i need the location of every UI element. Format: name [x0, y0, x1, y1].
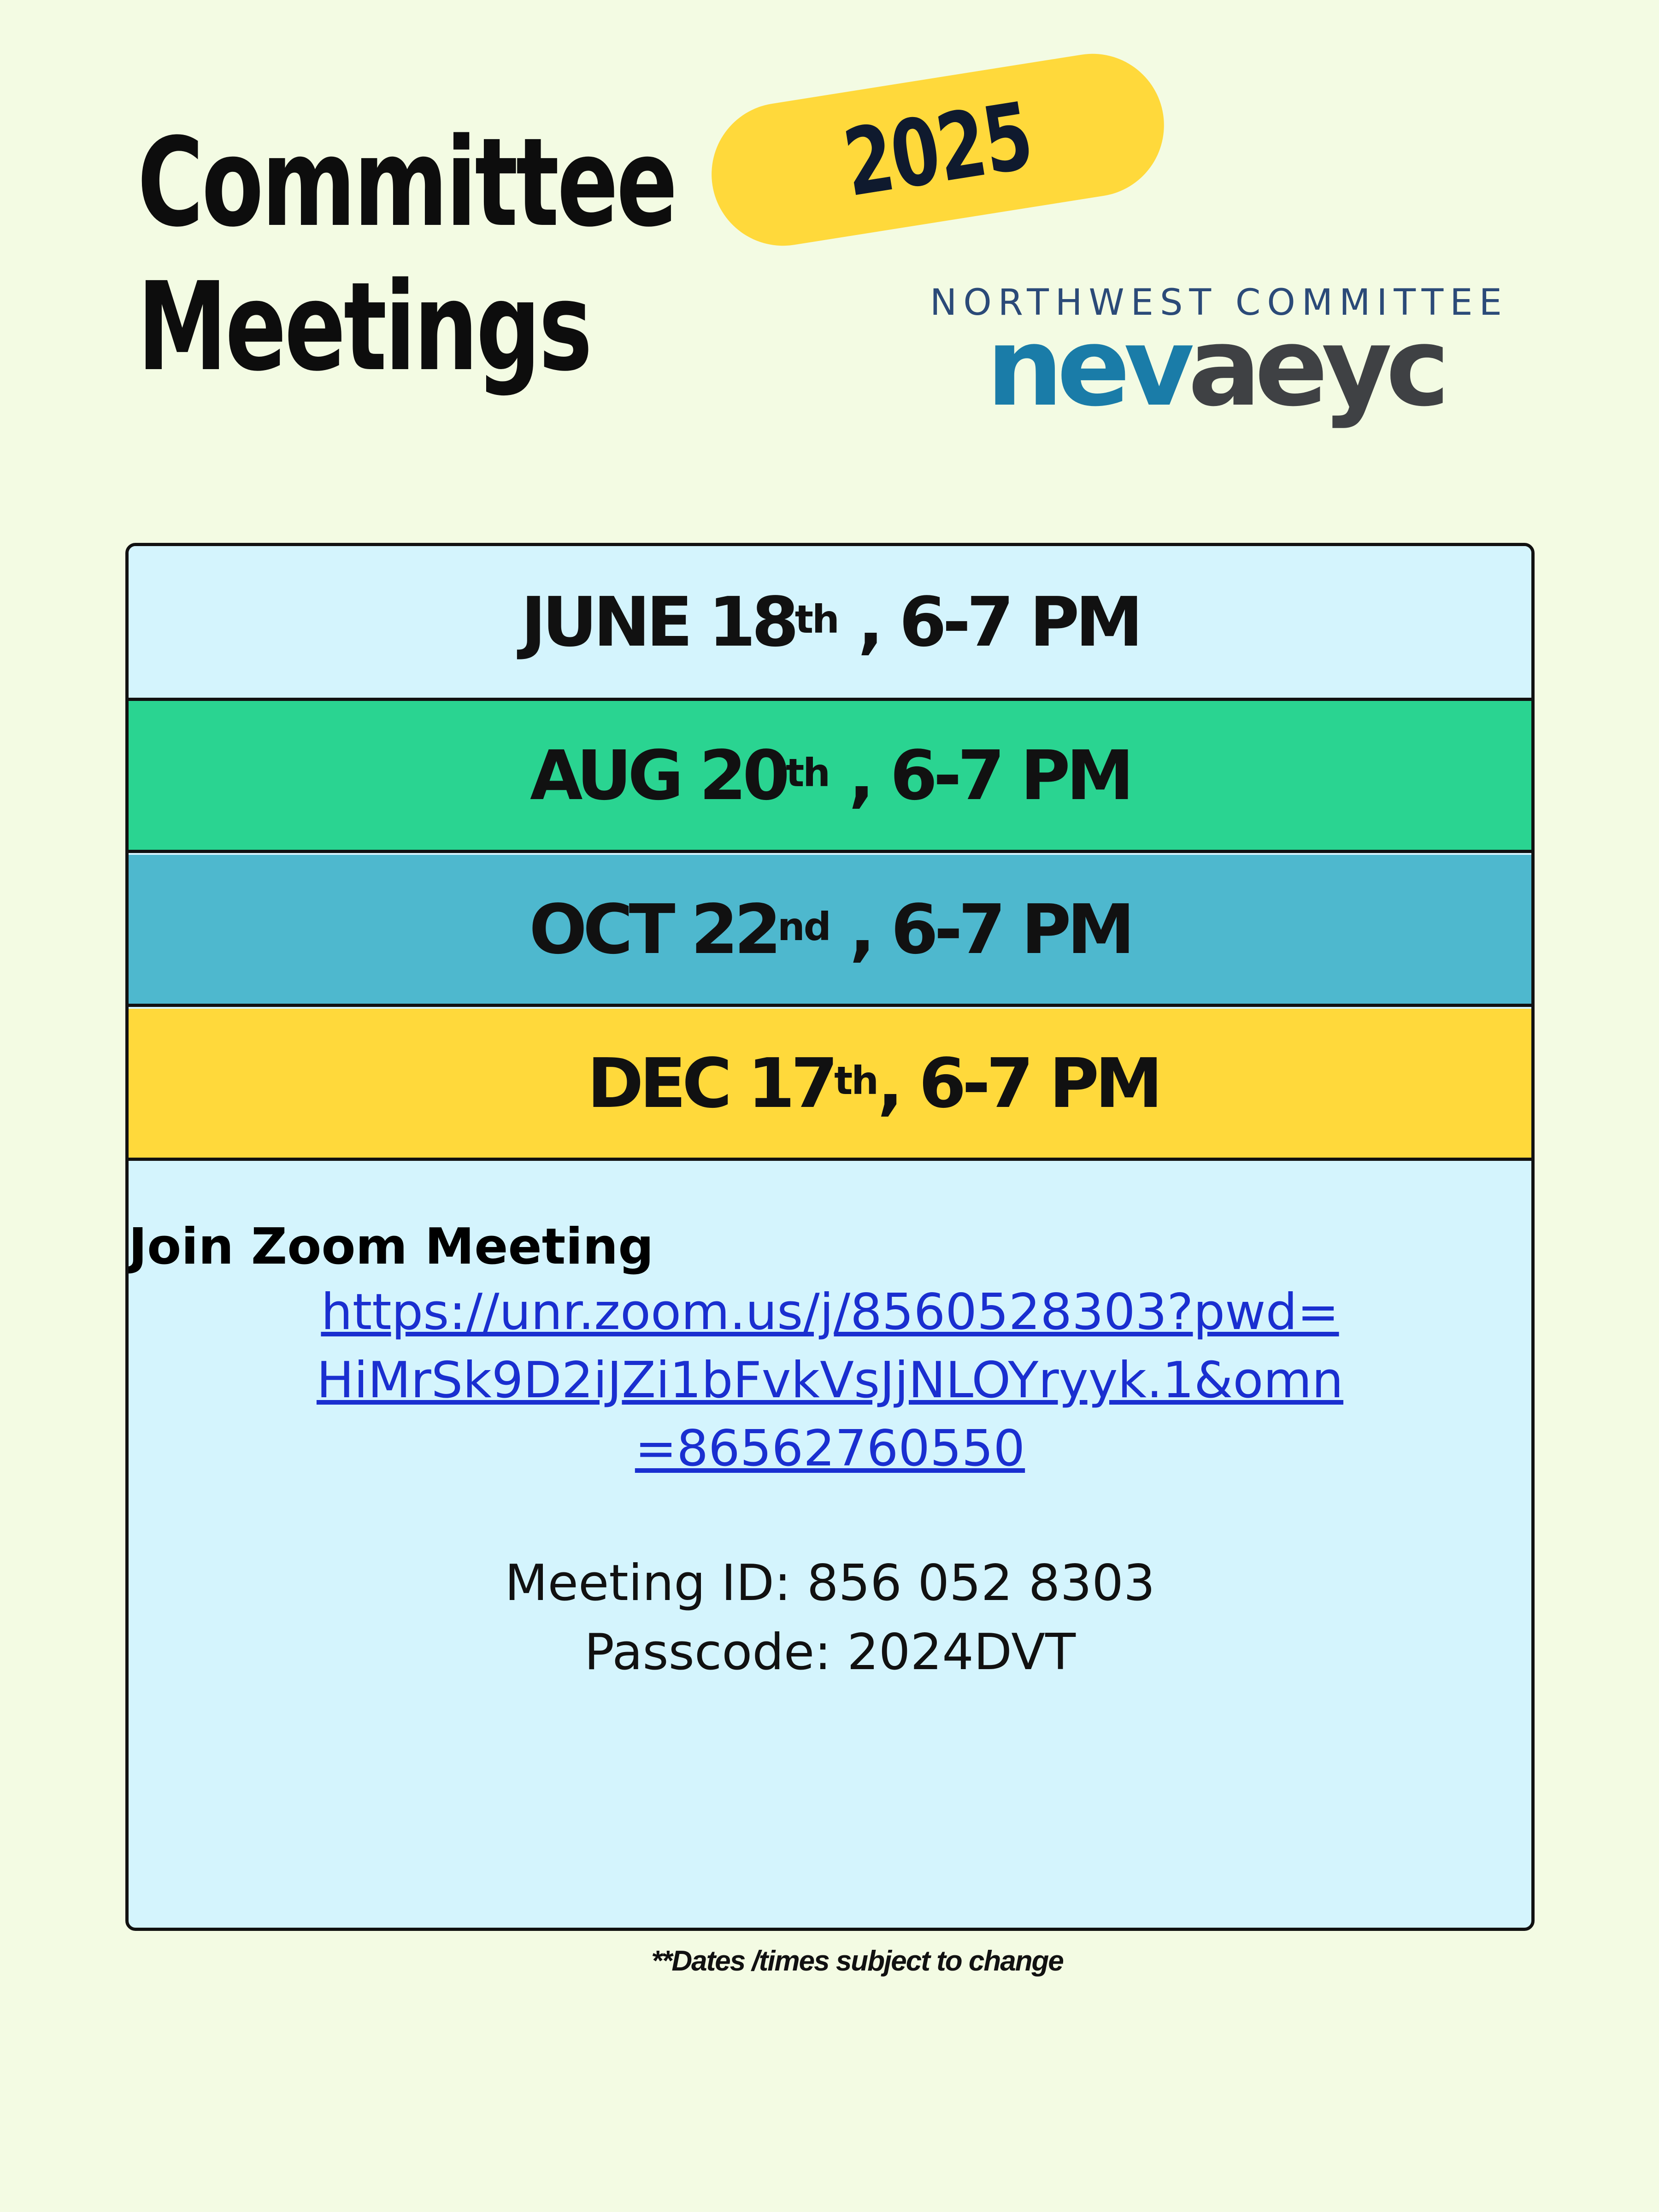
- meeting-row-oct: [129, 855, 1531, 1007]
- organization-logo: [986, 305, 1444, 430]
- date-suffix: th: [834, 1058, 878, 1103]
- meeting-time: , 6-7 PM: [830, 889, 1131, 969]
- zoom-link-line-1[interactable]: https://unr.zoom.us/j/8560528303?pwd=: [321, 1283, 1339, 1341]
- meeting-row-june: [129, 546, 1531, 701]
- year-badge-label: 2025: [837, 82, 1039, 218]
- year-badge: [701, 43, 1174, 256]
- page-title-line-1: Committee: [137, 112, 676, 254]
- organization-tagline: NORTHWEST COMMITTEE: [930, 282, 1508, 324]
- meeting-row-aug: [129, 701, 1531, 853]
- meeting-time: , 6-7 PM: [838, 582, 1139, 662]
- meetings-card: [125, 543, 1535, 1931]
- date-suffix: nd: [777, 904, 830, 949]
- date-suffix: th: [794, 596, 838, 642]
- meeting-id: Meeting ID: 856 052 8303: [505, 1554, 1155, 1612]
- footnote: **Dates /times subject to change: [651, 1945, 1063, 1977]
- meeting-date: OCT 22: [529, 889, 777, 969]
- logo-text-aeyc: aeyc: [1188, 305, 1444, 430]
- page-title-line-2: Meetings: [137, 256, 591, 398]
- meeting-row-dec: [129, 1009, 1531, 1161]
- date-suffix: th: [786, 750, 830, 795]
- zoom-link-line-3[interactable]: =86562760550: [635, 1420, 1025, 1477]
- meeting-time: , 6-7 PM: [829, 735, 1130, 815]
- zoom-heading: Join Zoom Meeting: [129, 1218, 654, 1276]
- passcode: Passcode: 2024DVT: [584, 1624, 1076, 1681]
- meeting-time: , 6-7 PM: [877, 1043, 1159, 1123]
- meeting-date: AUG 20: [529, 735, 786, 815]
- zoom-link-line-2[interactable]: HiMrSk9D2iJZi1bFvkVsJjNLOYryyk.1&omn: [316, 1352, 1344, 1409]
- logo-text-nev: nev: [986, 305, 1188, 430]
- meeting-date: JUNE 18: [521, 582, 795, 662]
- meeting-date: DEC 17: [587, 1043, 835, 1123]
